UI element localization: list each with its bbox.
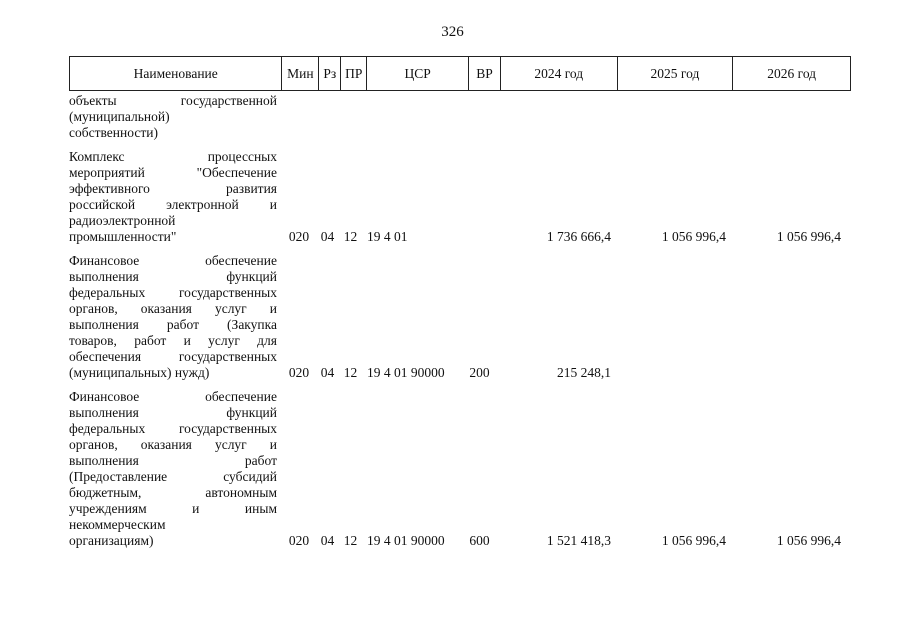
row-min: 020	[288, 365, 310, 380]
row-name-line: выполнения функций	[69, 269, 277, 284]
row-name-line: Финансовое обеспечение	[69, 253, 277, 268]
row-name-line: выполнения работ (Закупка	[69, 317, 277, 332]
row-rz: 04	[320, 229, 335, 244]
header-name: Наименование	[70, 57, 282, 90]
row-name-line: промышленности"	[69, 229, 177, 244]
row-name-line: эффективного развития	[69, 181, 277, 196]
row-name-line: органов, оказания услуг и	[69, 301, 277, 316]
table-row	[69, 253, 849, 381]
row-name-line: радиоэлектронной	[69, 213, 176, 228]
row-name	[69, 253, 277, 381]
row-pr: 12	[343, 229, 358, 244]
row-pr: 12	[343, 365, 358, 380]
header-min: Мин	[282, 57, 319, 90]
row-2025: 1 056 996,4	[661, 229, 726, 244]
row-2026: 1 056 996,4	[776, 229, 841, 244]
row-min: 020	[288, 533, 310, 548]
row-name-line: (Предоставление субсидий	[69, 469, 277, 484]
header-2025: 2025 год	[618, 57, 734, 90]
row-name-line: российской электронной и	[69, 197, 277, 212]
row-name-line: некоммерческим	[69, 517, 166, 532]
row-csr: 19 4 01	[367, 229, 408, 244]
row-2026: 1 056 996,4	[776, 533, 841, 548]
row-2024: 1 736 666,4	[546, 229, 611, 244]
header-2026: 2026 год	[767, 65, 817, 81]
row-vr: 200	[469, 365, 490, 380]
row-2024: 215 248,1	[557, 365, 611, 380]
row-name-line: (муниципальных) нужд)	[69, 365, 210, 380]
header-vr: ВР	[469, 57, 501, 90]
row-name	[69, 389, 277, 549]
header-pr: ПР	[341, 57, 367, 90]
row-name	[69, 93, 277, 141]
row-2024: 1 521 418,3	[546, 533, 611, 548]
row-pr: 12	[343, 533, 358, 548]
table-row	[69, 93, 849, 141]
row-name-line: собственности)	[69, 125, 158, 140]
row-name-line: обеспечения государственных	[69, 349, 277, 364]
header-rz: Рз	[319, 57, 341, 90]
table-row	[69, 389, 849, 549]
row-name-line: мероприятий "Обеспечение	[69, 165, 277, 180]
row-csr: 19 4 01 90000	[367, 533, 445, 548]
header-csr: ЦСР	[367, 57, 469, 90]
row-name-line: Финансовое обеспечение	[69, 389, 277, 404]
row-rz: 04	[320, 365, 335, 380]
row-name-line: объекты государственной	[69, 93, 277, 108]
row-name-line: органов, оказания услуг и	[69, 437, 277, 452]
table-row	[69, 149, 849, 245]
row-name-line: бюджетным, автономным	[69, 485, 277, 500]
row-name-line: товаров, работ и услуг для	[69, 333, 277, 348]
row-name-line: Комплекс процессных	[69, 149, 277, 164]
row-name-line: федеральных государственных	[69, 421, 277, 436]
row-name-line: (муниципальной)	[69, 109, 170, 124]
row-2025: 1 056 996,4	[661, 533, 726, 548]
row-name-line: организациям)	[69, 533, 154, 548]
row-rz: 04	[320, 533, 335, 548]
row-csr: 19 4 01 90000	[367, 365, 445, 380]
row-name-line: учреждениям и иным	[69, 501, 277, 516]
row-min: 020	[288, 229, 310, 244]
row-name-line: выполнения работ	[69, 453, 277, 468]
row-name-line: выполнения функций	[69, 405, 277, 420]
table-body	[69, 93, 849, 557]
row-vr: 600	[469, 533, 490, 548]
page-number: 326	[441, 24, 464, 40]
row-name	[69, 149, 277, 245]
table-header	[69, 56, 851, 91]
row-name-line: федеральных государственных	[69, 285, 277, 300]
header-2024: 2024 год	[501, 57, 618, 90]
